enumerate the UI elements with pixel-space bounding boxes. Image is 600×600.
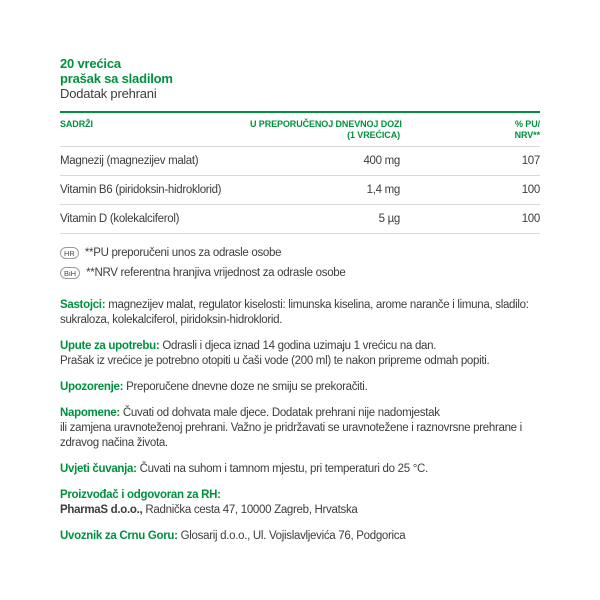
nutrient-pu: 107 — [521, 155, 540, 167]
footnote-hr-text: **PU preporučeni unos za odrasle osobe — [84, 247, 282, 259]
notes-label: Napomene: — [60, 407, 120, 419]
storage-text: Čuvati na suhom i tamnom mjestu, pri temperaturi do 25 °C. — [139, 463, 428, 475]
nutrient-dose: 5 µg — [378, 213, 400, 225]
header-daily-dose — [250, 119, 400, 141]
notes-text-line1: Čuvati od dohvata male djece. Dodatak prehrani nije nadomjestak — [122, 407, 440, 419]
hr-country-badge: HR — [60, 247, 79, 259]
manufacturer-address-line — [60, 503, 540, 518]
footnote-bih — [60, 263, 540, 283]
nutrient-dose: 400 mg — [363, 155, 400, 167]
table-row — [60, 147, 540, 176]
manufacturer-company: PharmaS d.o.o., — [60, 504, 143, 516]
nutrition-table-header — [60, 113, 540, 147]
ingredients-label: Sastojci: — [60, 299, 106, 311]
nutrient-pu: 100 — [521, 213, 540, 225]
usage-text-line2: Prašak iz vrećice je potrebno otopiti u čaši vode (200 ml) te nakon pripreme odmah popiti. — [60, 355, 490, 367]
usage-paragraph — [60, 339, 540, 369]
usage-text-line1: Odrasli i djeca iznad 14 godina uzimaju 1 vrećicu na dan. — [162, 340, 437, 352]
manufacturer-address: Radnička cesta 47, 10000 Zagreb, Hrvatska — [145, 504, 358, 516]
header-nrv-line: NRV** — [514, 130, 540, 140]
table-row — [60, 176, 540, 205]
footnote-hr — [60, 243, 540, 263]
importer-paragraph — [60, 529, 540, 544]
manufacturer-label: Proizvođač i odgovoran za RH: — [60, 489, 221, 501]
ingredients-text-line1: magnezijev malat, regulator kiselosti: limunska kiselina, arome naranče i limuna, sladilo: — [108, 299, 529, 311]
header-daily-dose-line2: (1 VREĆICA) — [347, 130, 400, 140]
ingredients-text-line2: sukraloza, kolekalciferol, piridoksin-hidroklorid. — [60, 314, 283, 326]
manufacturer-paragraph — [60, 488, 540, 518]
notes-paragraph — [60, 406, 540, 451]
bih-country-badge: BiH — [60, 267, 80, 279]
nutrient-dose: 1,4 mg — [366, 184, 400, 196]
importer-label: Uvoznik za Crnu Goru: — [60, 530, 178, 542]
warning-text: Preporučene dnevne doze ne smiju se prekoračiti. — [126, 381, 368, 393]
label-content — [60, 0, 540, 544]
warning-label: Upozorenje: — [60, 381, 124, 393]
header-pu-line: % PU/ — [514, 119, 540, 129]
product-title-block — [60, 56, 540, 101]
product-quantity: 20 vrećica — [60, 56, 121, 71]
storage-paragraph — [60, 462, 540, 477]
nutrition-table — [60, 111, 540, 234]
warning-paragraph — [60, 380, 540, 395]
header-contains: SADRŽI — [60, 119, 93, 129]
footnote-bih-text: **NRV referentna hranjiva vrijednost za odrasle osobe — [86, 267, 346, 279]
storage-label: Uvjeti čuvanja: — [60, 463, 137, 475]
table-row — [60, 205, 540, 234]
product-form: prašak sa sladilom — [60, 71, 173, 86]
notes-text-line3: zdravog načina života. — [60, 437, 168, 449]
nutrient-name: Vitamin D (kolekalciferol) — [60, 213, 180, 225]
header-daily-dose-line1: U PREPORUČENOJ DNEVNOJ DOZI — [250, 119, 402, 129]
nutrient-pu: 100 — [521, 184, 540, 196]
nutrient-name: Vitamin B6 (piridoksin-hidroklorid) — [60, 184, 222, 196]
ingredients-paragraph — [60, 298, 540, 328]
usage-label: Upute za upotrebu: — [60, 340, 160, 352]
nutrient-name: Magnezij (magnezijev malat) — [60, 155, 199, 167]
header-pu-nrv — [400, 119, 540, 141]
notes-text-line2: ili zamjena uravnoteženoj prehrani. Važno je pridržavati se uravnotežene i raznovrsne prehrane i — [60, 422, 522, 434]
footnotes — [60, 243, 540, 283]
importer-text: Glosarij d.o.o., Ul. Vojislavljevića 76, Podgorica — [180, 530, 406, 542]
product-category: Dodatak prehrani — [60, 86, 157, 101]
